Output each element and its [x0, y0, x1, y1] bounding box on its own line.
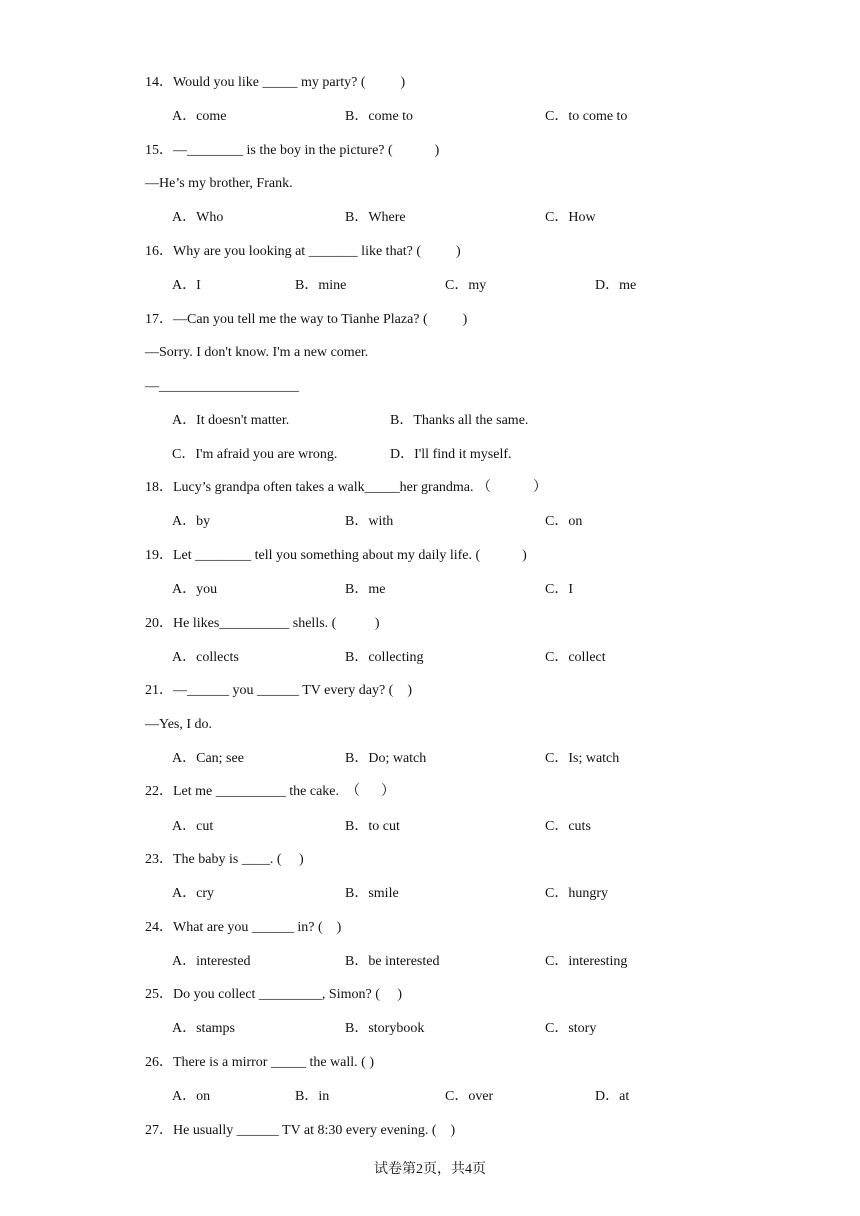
question-19-option-a[interactable]: A．you: [172, 582, 218, 597]
question-21-option-c[interactable]: C．Is; watch: [545, 751, 620, 766]
question-24-stem: 24．What are you ______ in? ( ): [145, 920, 342, 935]
question-14-option-a[interactable]: A．come: [172, 109, 227, 124]
question-27-stem: 27．He usually ______ TV at 8:30 every evening. ( ): [145, 1123, 456, 1138]
question-24-option-a[interactable]: A．interested: [172, 954, 251, 969]
question-15-option-b[interactable]: B．Where: [345, 210, 406, 225]
question-25-option-a[interactable]: A．stamps: [172, 1021, 235, 1036]
question-14-option-b[interactable]: B．come to: [345, 109, 414, 124]
question-16-stem: 16．Why are you looking at _______ like that? ( ): [145, 244, 461, 259]
question-14-stem: 14．Would you like _____ my party? ( ): [145, 75, 406, 90]
question-16-option-b[interactable]: B．mine: [295, 278, 347, 293]
question-15-option-c[interactable]: C．How: [545, 210, 596, 225]
question-25-stem: 25．Do you collect _________, Simon? ( ): [145, 987, 403, 1002]
question-21-stem: 21．—______ you ______ TV every day? ( ): [145, 683, 412, 698]
question-19-option-c[interactable]: C．I: [545, 582, 573, 597]
question-23-option-c[interactable]: C．hungry: [545, 886, 608, 901]
question-18-option-a[interactable]: A．by: [172, 514, 211, 529]
question-21-option-a[interactable]: A．Can; see: [172, 751, 244, 766]
question-17-stem: 17．—Can you tell me the way to Tianhe Plaza? ( ): [145, 312, 468, 327]
question-15-stem: 15．—________ is the boy in the picture? ( ): [145, 143, 440, 158]
question-25-option-c[interactable]: C．story: [545, 1021, 597, 1036]
question-17-option-b[interactable]: B．Thanks all the same.: [390, 413, 529, 428]
question-17-dialogue: —Sorry. I don't know. I'm a new comer.: [145, 345, 369, 360]
question-14-option-c[interactable]: C．to come to: [545, 109, 628, 124]
question-15-option-a[interactable]: A．Who: [172, 210, 224, 225]
question-23-option-a[interactable]: A．cry: [172, 886, 214, 901]
question-15-dialogue: —He’s my brother, Frank.: [145, 176, 293, 191]
question-17-option-a[interactable]: A．It doesn't matter.: [172, 413, 290, 428]
question-19-stem: 19．Let ________ tell you something about my daily life. ( ): [145, 548, 527, 563]
question-26-option-c[interactable]: C．over: [445, 1089, 494, 1104]
question-24-option-c[interactable]: C．interesting: [545, 954, 628, 969]
question-26-option-d[interactable]: D．at: [595, 1089, 630, 1104]
question-24-option-b[interactable]: B．be interested: [345, 954, 440, 969]
question-26-option-a[interactable]: A．on: [172, 1089, 211, 1104]
question-18-option-c[interactable]: C．on: [545, 514, 583, 529]
question-22-stem: 22．Let me __________ the cake. （ ）: [145, 784, 396, 799]
question-16-option-c[interactable]: C．my: [445, 278, 487, 293]
question-18-option-b[interactable]: B．with: [345, 514, 394, 529]
question-22-option-b[interactable]: B．to cut: [345, 819, 400, 834]
question-22-option-c[interactable]: C．cuts: [545, 819, 591, 834]
question-20-option-b[interactable]: B．collecting: [345, 650, 424, 665]
question-23-stem: 23．The baby is ____. ( ): [145, 852, 304, 867]
question-20-option-a[interactable]: A．collects: [172, 650, 239, 665]
question-26-option-b[interactable]: B．in: [295, 1089, 330, 1104]
question-16-option-a[interactable]: A．I: [172, 278, 201, 293]
question-20-option-c[interactable]: C．collect: [545, 650, 606, 665]
question-26-stem: 26．There is a mirror _____ the wall. ( ): [145, 1055, 374, 1070]
question-21-dialogue: —Yes, I do.: [145, 717, 213, 732]
question-21-option-b[interactable]: B．Do; watch: [345, 751, 427, 766]
page-footer: 试卷第2页，共4页: [374, 1162, 486, 1177]
question-22-option-a[interactable]: A．cut: [172, 819, 214, 834]
question-17-option-c[interactable]: C．I'm afraid you are wrong.: [172, 447, 338, 462]
question-25-option-b[interactable]: B．storybook: [345, 1021, 425, 1036]
question-17-option-d[interactable]: D．I'll find it myself.: [390, 447, 512, 462]
question-23-option-b[interactable]: B．smile: [345, 886, 399, 901]
question-16-option-d[interactable]: D．me: [595, 278, 637, 293]
question-19-option-b[interactable]: B．me: [345, 582, 386, 597]
question-17-answer-blank: —____________________: [145, 379, 299, 394]
question-20-stem: 20．He likes__________ shells. ( ): [145, 616, 380, 631]
question-18-stem: 18．Lucy’s grandpa often takes a walk_____her grandma. （ ）: [145, 480, 548, 495]
